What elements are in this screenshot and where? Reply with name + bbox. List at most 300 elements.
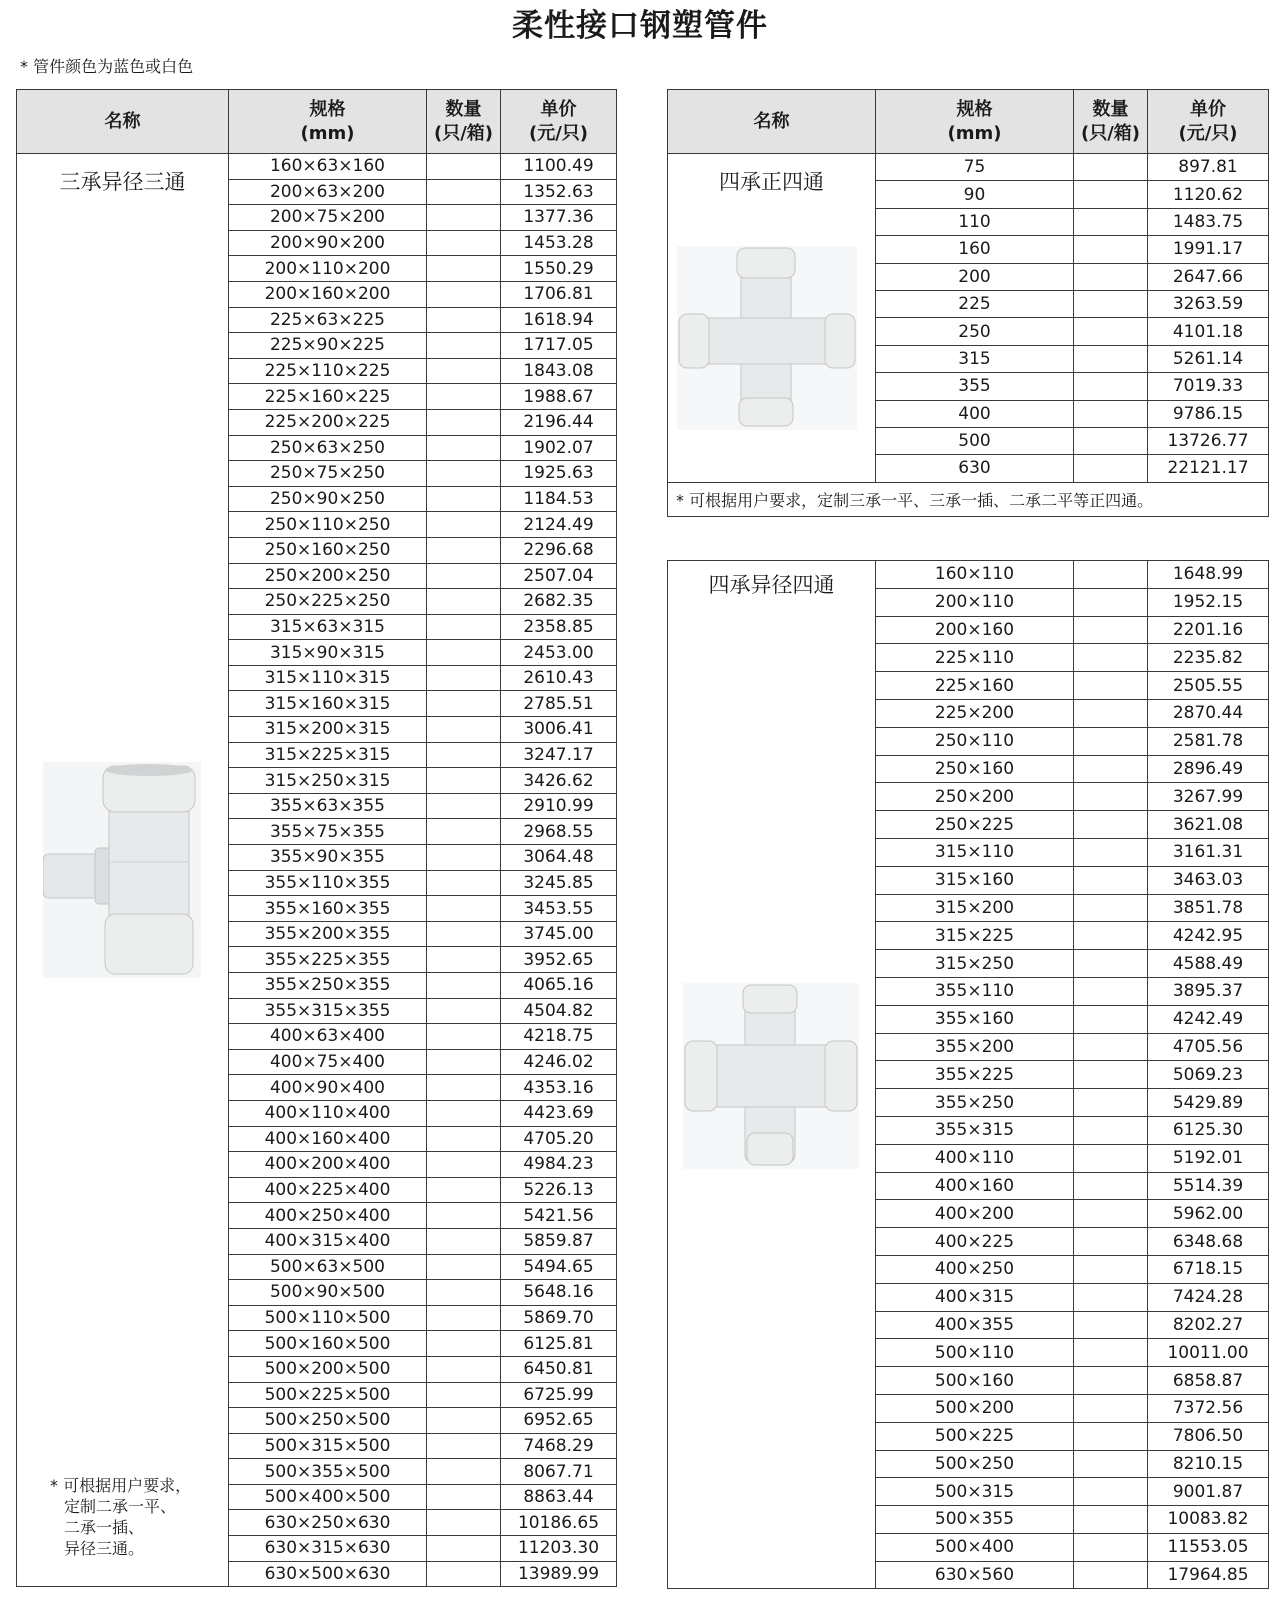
qty-cell [427,1305,501,1331]
qty-cell [1074,154,1148,181]
price-cell: 897.81 [1148,154,1269,181]
price-cell: 3745.00 [501,921,617,947]
qty-cell [1074,1144,1148,1172]
qty-cell [1074,1228,1148,1256]
spec-cell: 400×250 [876,1255,1074,1283]
spec-cell: 500×160×500 [229,1331,427,1357]
spec-cell: 250×90×250 [229,486,427,512]
spec-cell: 250×75×250 [229,461,427,487]
spec-cell: 225×63×225 [229,307,427,333]
header-price: 单价 (元/只) [1148,90,1269,154]
qty-cell [1074,1450,1148,1478]
price-cell: 22121.17 [1148,455,1269,482]
qty-cell [1074,427,1148,454]
spec-cell: 500×250 [876,1450,1074,1478]
qty-cell [427,307,501,333]
qty-cell [1074,727,1148,755]
qty-cell [1074,755,1148,783]
price-cell: 6858.87 [1148,1367,1269,1395]
spec-cell: 500×160 [876,1367,1074,1395]
price-cell: 6718.15 [1148,1255,1269,1283]
price-cell: 7806.50 [1148,1422,1269,1450]
price-cell: 5226.13 [501,1177,617,1203]
footnote-line: 定制二承一平、 [64,1497,177,1516]
spec-cell: 630×500×630 [229,1561,427,1587]
spec-cell: 250×160 [876,755,1074,783]
spec-cell: 160×63×160 [229,154,427,180]
spec-cell: 315×250 [876,950,1074,978]
qty-cell [427,1126,501,1152]
header-price: 单价 (元/只) [501,90,617,154]
qty-cell [1074,950,1148,978]
qty-cell [1074,1255,1148,1283]
tee-fitting-image [43,762,201,978]
qty-cell [1074,783,1148,811]
qty-cell [427,1356,501,1382]
spec-cell: 200×160 [876,616,1074,644]
spec-cell: 355×315×355 [229,998,427,1024]
qty-cell [427,947,501,973]
spec-cell: 110 [876,208,1074,235]
qty-cell [427,1331,501,1357]
price-cell: 5192.01 [1148,1144,1269,1172]
header-name: 名称 [668,90,876,154]
qty-cell [427,563,501,589]
spec-cell: 200×75×200 [229,205,427,231]
spec-cell: 250 [876,318,1074,345]
header-qty: 数量 (只/箱) [1074,90,1148,154]
price-cell: 2910.99 [501,793,617,819]
qty-cell [427,256,501,282]
qty-cell [427,1536,501,1562]
spec-cell: 90 [876,181,1074,208]
color-note: * 管件颜色为蓝色或白色 [20,57,194,76]
product-name: 三承异径三通 [59,170,186,194]
spec-cell: 400×315×400 [229,1228,427,1254]
price-cell: 4101.18 [1148,318,1269,345]
qty-cell [427,1280,501,1306]
qty-cell [427,1561,501,1587]
qty-cell [427,537,501,563]
price-cell: 6952.65 [501,1408,617,1434]
spec-cell: 400×63×400 [229,1024,427,1050]
qty-cell [427,154,501,180]
qty-cell [1074,977,1148,1005]
spec-cell: 630×315×630 [229,1536,427,1562]
price-cell: 2968.55 [501,819,617,845]
spec-cell: 500×400 [876,1533,1074,1561]
price-cell: 1988.67 [501,384,617,410]
price-cell: 1843.08 [501,358,617,384]
price-cell: 2124.49 [501,512,617,538]
price-cell: 5494.65 [501,1254,617,1280]
spec-cell: 400×355 [876,1311,1074,1339]
spec-cell: 160×110 [876,561,1074,589]
price-cell: 5261.14 [1148,345,1269,372]
price-cell: 6125.30 [1148,1116,1269,1144]
spec-cell: 500×315 [876,1478,1074,1506]
price-cell: 5421.56 [501,1203,617,1229]
price-cell: 2201.16 [1148,616,1269,644]
spec-cell: 225×90×225 [229,333,427,359]
qty-cell [427,921,501,947]
price-cell: 5514.39 [1148,1172,1269,1200]
spec-cell: 315×110×315 [229,665,427,691]
price-cell: 11553.05 [1148,1533,1269,1561]
price-cell: 1706.81 [501,281,617,307]
spec-cell: 500×200 [876,1394,1074,1422]
price-cell: 1991.17 [1148,236,1269,263]
qty-cell [427,461,501,487]
qty-cell [1074,1506,1148,1534]
price-cell: 1184.53 [501,486,617,512]
price-cell: 4705.20 [501,1126,617,1152]
qty-cell [1074,345,1148,372]
price-cell: 7019.33 [1148,373,1269,400]
spec-cell: 630×560 [876,1561,1074,1589]
qty-cell [427,845,501,871]
price-cell: 2453.00 [501,640,617,666]
footnote-line: * 可根据用户要求， [50,1476,192,1495]
spec-cell: 500×225×500 [229,1382,427,1408]
price-cell: 1925.63 [501,461,617,487]
spec-cell: 400×225×400 [229,1177,427,1203]
qty-cell [427,1228,501,1254]
qty-cell [427,512,501,538]
price-cell: 2505.55 [1148,672,1269,700]
price-cell: 5962.00 [1148,1200,1269,1228]
price-cell: 2296.68 [501,537,617,563]
price-cell: 2682.35 [501,589,617,615]
qty-cell [1074,838,1148,866]
price-cell: 4246.02 [501,1049,617,1075]
qty-cell [1074,290,1148,317]
qty-cell [427,665,501,691]
price-cell: 1352.63 [501,179,617,205]
spec-cell: 355×250×355 [229,973,427,999]
qty-cell [1074,699,1148,727]
spec-cell: 400×75×400 [229,1049,427,1075]
qty-cell [1074,1422,1148,1450]
price-cell: 3453.55 [501,896,617,922]
price-cell: 3851.78 [1148,894,1269,922]
price-cell: 9001.87 [1148,1478,1269,1506]
header-spec: 规格 (mm) [229,90,427,154]
spec-cell: 225×160 [876,672,1074,700]
qty-cell [1074,1061,1148,1089]
price-cell: 3245.85 [501,870,617,896]
spec-cell: 315×63×315 [229,614,427,640]
qty-cell [427,691,501,717]
qty-cell [1074,373,1148,400]
spec-cell: 200×110×200 [229,256,427,282]
qty-cell [427,384,501,410]
spec-cell: 500 [876,427,1074,454]
qty-cell [427,435,501,461]
qty-cell [1074,1200,1148,1228]
spec-cell: 200 [876,263,1074,290]
qty-cell [427,1075,501,1101]
price-cell: 11203.30 [501,1536,617,1562]
header-qty: 数量 (只/箱) [427,90,501,154]
qty-cell [427,358,501,384]
spec-cell: 250×200×250 [229,563,427,589]
price-cell: 5429.89 [1148,1089,1269,1117]
qty-cell [1074,561,1148,589]
qty-cell [427,1100,501,1126]
spec-cell: 225×160×225 [229,384,427,410]
spec-cell: 500×250×500 [229,1408,427,1434]
qty-cell [1074,922,1148,950]
qty-cell [1074,672,1148,700]
qty-cell [427,1049,501,1075]
qty-cell [427,1408,501,1434]
price-cell: 5859.87 [501,1228,617,1254]
spec-cell: 315×90×315 [229,640,427,666]
spec-cell: 630×250×630 [229,1510,427,1536]
spec-cell: 355×160 [876,1005,1074,1033]
spec-cell: 160 [876,236,1074,263]
price-cell: 3263.59 [1148,290,1269,317]
spec-cell: 315×225×315 [229,742,427,768]
price-cell: 5869.70 [501,1305,617,1331]
qty-cell [427,973,501,999]
price-cell: 10083.82 [1148,1506,1269,1534]
spec-cell: 75 [876,154,1074,181]
qty-cell [1074,1311,1148,1339]
spec-cell: 355×225 [876,1061,1074,1089]
spec-cell: 500×315×500 [229,1433,427,1459]
spec-cell: 315×225 [876,922,1074,950]
spec-cell: 225×110 [876,644,1074,672]
spec-cell: 315×160×315 [229,691,427,717]
spec-cell: 250×225×250 [229,589,427,615]
qty-cell [427,819,501,845]
price-cell: 2196.44 [501,409,617,435]
spec-cell: 225×200×225 [229,409,427,435]
price-cell: 8202.27 [1148,1311,1269,1339]
qty-cell [427,1152,501,1178]
product-name: 四承正四通 [719,170,824,194]
qty-cell [427,1382,501,1408]
spec-cell: 355×200×355 [229,921,427,947]
qty-cell [427,1459,501,1485]
spec-cell: 500×355 [876,1506,1074,1534]
price-cell: 4218.75 [501,1024,617,1050]
price-cell: 7372.56 [1148,1394,1269,1422]
spec-cell: 400×200×400 [229,1152,427,1178]
reducing-cross-fitting-image [683,983,859,1169]
price-cell: 1377.36 [501,205,617,231]
qty-cell [1074,1116,1148,1144]
qty-cell [1074,811,1148,839]
footnote-line: 二承一插、 [64,1518,145,1537]
qty-cell [1074,588,1148,616]
price-cell: 1120.62 [1148,181,1269,208]
spec-cell: 315×250×315 [229,768,427,794]
qty-cell [427,1024,501,1050]
spec-cell: 355×160×355 [229,896,427,922]
spec-cell: 500×200×500 [229,1356,427,1382]
spec-cell: 400×90×400 [229,1075,427,1101]
price-cell: 3064.48 [501,845,617,871]
cross-footnote: * 可根据用户要求，定制三承一平、三承一插、二承二平等正四通。 [668,482,1269,516]
price-cell: 17964.85 [1148,1561,1269,1589]
qty-cell [1074,1533,1148,1561]
price-cell: 1717.05 [501,333,617,359]
price-cell: 4353.16 [501,1075,617,1101]
spec-cell: 315 [876,345,1074,372]
spec-cell: 355×110×355 [229,870,427,896]
spec-cell: 355×200 [876,1033,1074,1061]
spec-cell: 355×75×355 [229,819,427,845]
price-cell: 4065.16 [501,973,617,999]
qty-cell [427,1177,501,1203]
price-cell: 9786.15 [1148,400,1269,427]
table-header-row [668,90,1269,154]
table-row [668,154,1269,181]
price-cell: 8210.15 [1148,1450,1269,1478]
product-name: 四承异径四通 [708,573,835,597]
spec-cell: 200×63×200 [229,179,427,205]
spec-cell: 400 [876,400,1074,427]
price-cell: 7468.29 [501,1433,617,1459]
price-cell: 6450.81 [501,1356,617,1382]
qty-cell [1074,894,1148,922]
price-cell: 1550.29 [501,256,617,282]
cross-fitting-image [677,246,857,430]
price-cell: 2610.43 [501,665,617,691]
footnote-line: 异径三通。 [64,1539,145,1558]
price-cell: 10011.00 [1148,1339,1269,1367]
price-cell: 4423.69 [501,1100,617,1126]
qty-cell [427,589,501,615]
price-cell: 4705.56 [1148,1033,1269,1061]
price-cell: 3267.99 [1148,783,1269,811]
spec-cell: 250×160×250 [229,537,427,563]
price-cell: 3247.17 [501,742,617,768]
qty-cell [1074,616,1148,644]
price-cell: 4588.49 [1148,950,1269,978]
price-cell: 2581.78 [1148,727,1269,755]
qty-cell [427,896,501,922]
spec-cell: 315×110 [876,838,1074,866]
qty-cell [1074,644,1148,672]
spec-cell: 400×225 [876,1228,1074,1256]
page-title: 柔性接口钢塑管件 [512,8,768,44]
qty-cell [1074,1283,1148,1311]
price-cell: 3161.31 [1148,838,1269,866]
qty-cell [427,717,501,743]
spec-cell: 355×225×355 [229,947,427,973]
price-cell: 5069.23 [1148,1061,1269,1089]
spec-cell: 315×200 [876,894,1074,922]
spec-cell: 400×250×400 [229,1203,427,1229]
price-cell: 1952.15 [1148,588,1269,616]
qty-cell [1074,1367,1148,1395]
header-name: 名称 [17,90,229,154]
qty-cell [427,1484,501,1510]
qty-cell [427,640,501,666]
qty-cell [1074,1339,1148,1367]
spec-cell: 355×250 [876,1089,1074,1117]
price-cell: 4242.49 [1148,1005,1269,1033]
spec-cell: 315×200×315 [229,717,427,743]
qty-cell [1074,1172,1148,1200]
price-cell: 8863.44 [501,1484,617,1510]
qty-cell [427,1203,501,1229]
qty-cell [427,614,501,640]
spec-cell: 500×355×500 [229,1459,427,1485]
spec-cell: 355×110 [876,977,1074,1005]
qty-cell [427,179,501,205]
qty-cell [427,230,501,256]
price-cell: 6725.99 [501,1382,617,1408]
spec-cell: 400×160×400 [229,1126,427,1152]
qty-cell [427,1510,501,1536]
price-cell: 1648.99 [1148,561,1269,589]
qty-cell [427,1254,501,1280]
price-cell: 2358.85 [501,614,617,640]
spec-cell: 250×110×250 [229,512,427,538]
price-cell: 1483.75 [1148,208,1269,235]
price-cell: 1453.28 [501,230,617,256]
price-cell: 10186.65 [501,1510,617,1536]
qty-cell [1074,866,1148,894]
price-cell: 1618.94 [501,307,617,333]
qty-cell [1074,1561,1148,1589]
spec-cell: 500×110 [876,1339,1074,1367]
spec-cell: 250×200 [876,783,1074,811]
spec-cell: 400×315 [876,1283,1074,1311]
table-row [668,561,1269,589]
price-cell: 3006.41 [501,717,617,743]
table-footnote-row [668,482,1269,516]
header-spec: 规格 (mm) [876,90,1074,154]
table-row [17,154,617,180]
table-header-row [17,90,617,154]
price-cell: 8067.71 [501,1459,617,1485]
qty-cell [1074,1005,1148,1033]
spec-cell: 500×110×500 [229,1305,427,1331]
spec-cell: 225×200 [876,699,1074,727]
price-cell: 3621.08 [1148,811,1269,839]
spec-cell: 355 [876,373,1074,400]
price-cell: 4984.23 [501,1152,617,1178]
spec-cell: 250×225 [876,811,1074,839]
price-cell: 13989.99 [501,1561,617,1587]
qty-cell [427,1433,501,1459]
qty-cell [1074,1089,1148,1117]
qty-cell [427,333,501,359]
qty-cell [1074,181,1148,208]
qty-cell [1074,400,1148,427]
price-cell: 2870.44 [1148,699,1269,727]
spec-cell: 200×90×200 [229,230,427,256]
price-cell: 3952.65 [501,947,617,973]
spec-cell: 225 [876,290,1074,317]
price-cell: 3426.62 [501,768,617,794]
tee-footnote [50,1475,191,1559]
spec-cell: 400×200 [876,1200,1074,1228]
spec-cell: 630 [876,455,1074,482]
price-cell: 2507.04 [501,563,617,589]
price-cell: 7424.28 [1148,1283,1269,1311]
price-cell: 5648.16 [501,1280,617,1306]
price-cell: 3895.37 [1148,977,1269,1005]
price-cell: 3463.03 [1148,866,1269,894]
price-cell: 2896.49 [1148,755,1269,783]
